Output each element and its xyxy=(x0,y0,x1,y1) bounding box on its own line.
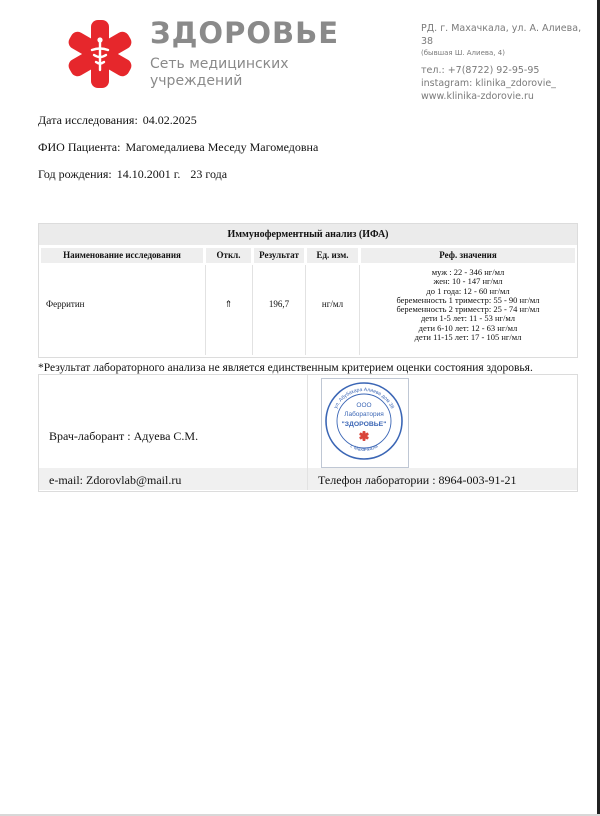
column-header-reference: Реф. значения xyxy=(361,248,575,263)
birth-year-value: 14.10.2001 г. xyxy=(116,167,181,181)
column-header-result: Результат xyxy=(254,248,304,263)
reference-line: беременность 2 триместр: 25 - 74 нг/мл xyxy=(396,304,540,315)
contact-block xyxy=(421,22,596,103)
column-header-name: Наименование исследования xyxy=(41,248,203,263)
clinic-address-note: (бывшая Ш. Алиева, 4) xyxy=(421,49,505,57)
stamp-ring-top: ул. Абубакара Алиева дом 38 xyxy=(332,386,396,410)
clinic-logo-icon xyxy=(66,20,134,88)
stamp-name1: Лаборатория xyxy=(344,411,384,418)
reference-line: жен: 10 - 147 нг/мл xyxy=(433,276,503,287)
brand-subtitle: Сеть медицинских учреждений xyxy=(150,56,289,89)
stamp-ring-bottom: г. Махачкала xyxy=(348,443,380,454)
exam-date-line xyxy=(38,113,197,128)
clinic-phone: тел.: +7(8722) 92-95-95 xyxy=(421,65,540,76)
reference-values xyxy=(361,268,575,342)
deviation-up-icon: ⇑ xyxy=(224,299,233,309)
clinic-address: РД. г. Махачкала, ул. А. Алиева, 38 xyxy=(421,23,582,47)
signature-block xyxy=(38,374,578,492)
reference-line: до 1 года: 12 - 60 нг/мл xyxy=(426,285,510,296)
reference-line: дети 6-10 лет: 12 - 63 нг/мл xyxy=(418,322,518,333)
lab-doctor: Врач-лаборант : Адуева С.М. xyxy=(49,429,199,443)
disclaimer-note: *Результат лабораторного анализа не является единственным критерием оценки состояния здоровья. xyxy=(38,362,533,374)
patient-age: 23 года xyxy=(190,167,228,181)
test-result: 196,7 xyxy=(268,299,290,309)
stamp-org: ООО xyxy=(356,402,372,409)
brand-title: ЗДОРОВЬЕ xyxy=(150,16,340,50)
lab-stamp-icon xyxy=(324,381,404,461)
birth-year-line xyxy=(38,167,227,182)
patient-name-label: ФИО Пациента: xyxy=(38,140,121,154)
table-title: Иммуноферментный анализ (ИФА) xyxy=(39,224,577,245)
patient-name-line xyxy=(38,140,318,155)
reference-line: дети 1-5 лет: 11 - 53 нг/мл xyxy=(420,313,516,324)
test-name: Ферритин xyxy=(46,299,85,309)
lab-phone: Телефон лаборатории : 8964-003-91-21 xyxy=(318,473,517,487)
patient-name-value: Магомедалиева Меседу Магомедовна xyxy=(125,140,319,154)
column-header-unit: Ед. изм. xyxy=(307,248,358,263)
reference-line: беременность 1 триместр: 55 - 90 нг/мл xyxy=(396,294,540,305)
test-unit: нг/мл xyxy=(321,299,344,309)
birth-year-label: Год рождения: xyxy=(38,167,112,181)
reference-line: дети 11-15 лет: 17 - 105 нг/мл xyxy=(414,332,522,343)
clinic-instagram: instagram: klinika_zdorovie_ xyxy=(421,78,556,89)
stamp-name2: "ЗДОРОВЬЕ" xyxy=(341,421,387,428)
clinic-website: www.klinika-zdorovie.ru xyxy=(421,91,534,102)
svg-text:г. Махачкала xyxy=(349,443,379,453)
results-table xyxy=(38,223,578,358)
exam-date-label: Дата исследования: xyxy=(38,113,138,127)
reference-line: муж : 22 - 346 нг/мл xyxy=(431,267,505,277)
exam-date-value: 04.02.2025 xyxy=(142,113,197,127)
lab-email: e-mail: Zdorovlab@mail.ru xyxy=(49,473,182,487)
column-header-deviation: Откл. xyxy=(206,248,251,263)
